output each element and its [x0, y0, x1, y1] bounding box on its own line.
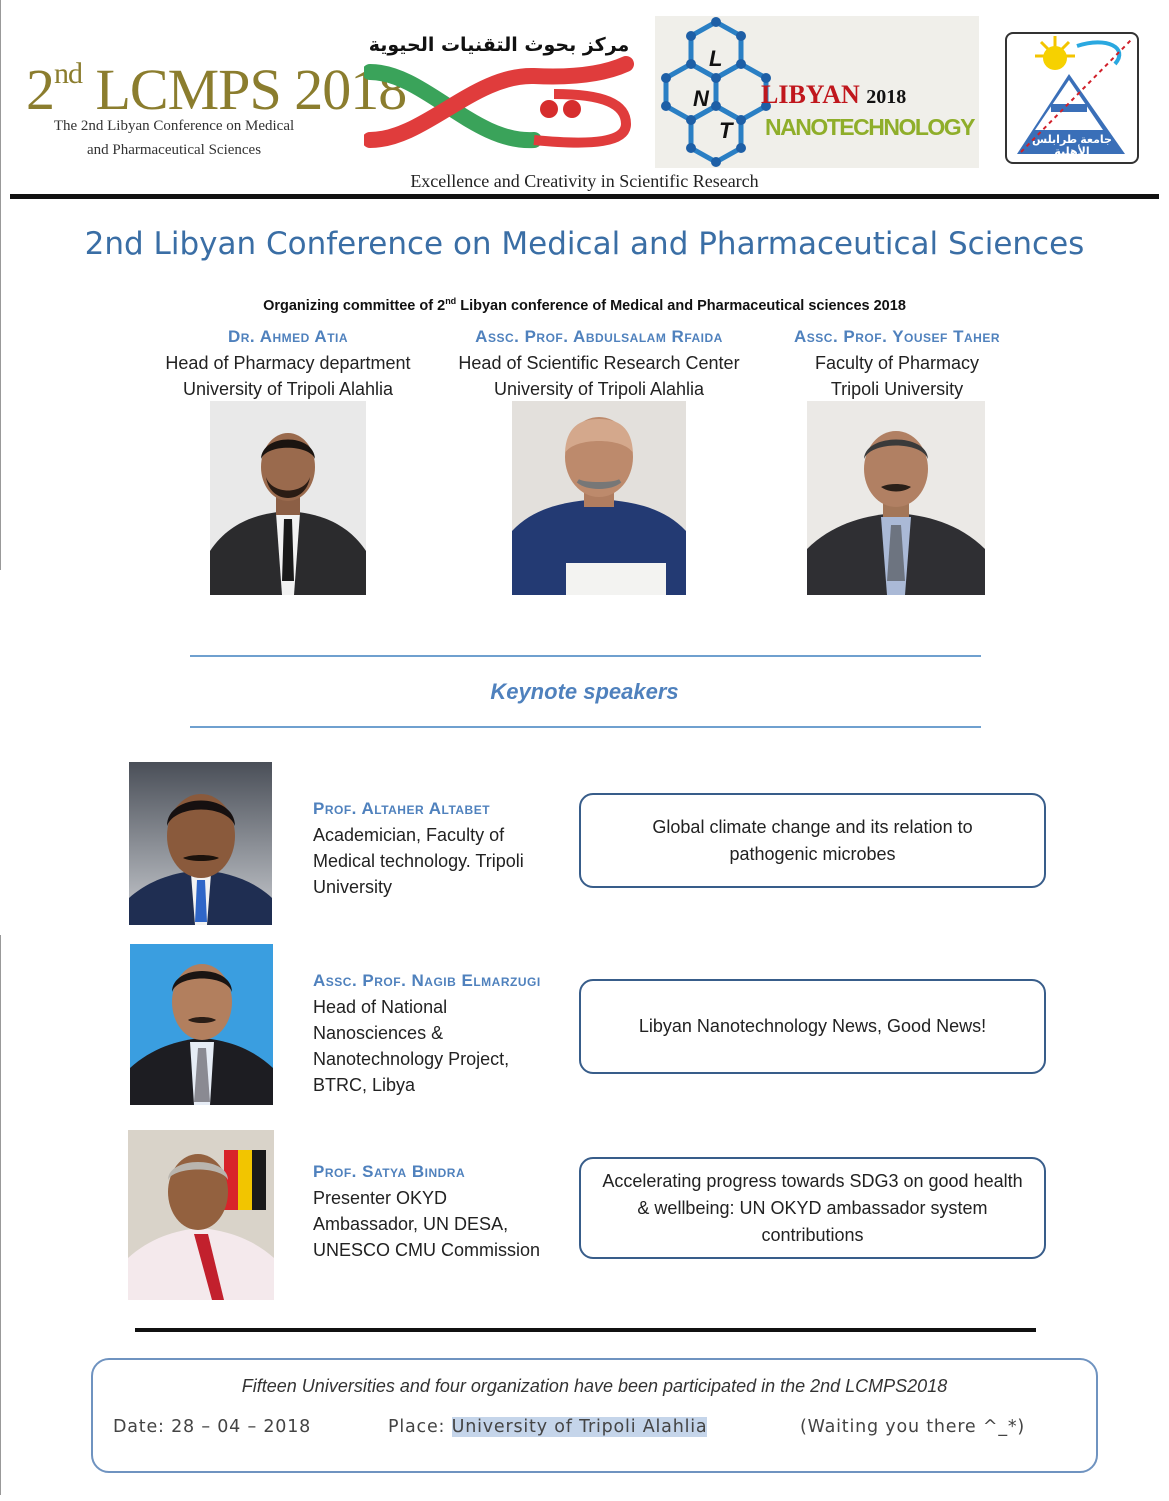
dna-helix-icon	[364, 34, 634, 150]
biotech-center-logo	[364, 34, 634, 150]
footer-info-box	[91, 1358, 1098, 1473]
lcmps-logo-title: 2nd LCMPS 2018	[26, 57, 407, 122]
talk-title-box-2	[579, 979, 1046, 1074]
libyan-nanotechnology-logo	[655, 16, 979, 168]
speaker-name: Assc. Prof. Nagib Elmarzugi	[313, 971, 541, 990]
university-logo	[1005, 32, 1139, 164]
committee-member-taher	[762, 324, 1032, 402]
biotech-logo-arabic-text: مركز بحوث التقنيات الحيوية	[368, 34, 630, 56]
speaker-name: Prof. Altaher Altabet	[313, 799, 491, 818]
speaker-affiliation-line: BTRC, Libya	[313, 1075, 416, 1095]
person-portrait-icon	[807, 401, 985, 595]
person-portrait-icon	[128, 1130, 274, 1300]
speaker-nagib-elmarzugi	[313, 968, 575, 1098]
member-role: Head of Scientific Research Center	[458, 353, 740, 373]
member-organization: Tripoli University	[830, 379, 964, 399]
talk-title-box-1	[579, 793, 1046, 888]
speaker-altaher-altabet	[313, 796, 575, 900]
speaker-name: Prof. Satya Bindra	[313, 1162, 466, 1181]
member-role: Faculty of Pharmacy	[814, 353, 980, 373]
event-date: Date: 28 – 04 – 2018	[113, 1417, 312, 1437]
university-logo-arabic: جامعة طرابلس الأهلية	[1032, 134, 1112, 158]
keynote-heading: Keynote speakers	[490, 679, 679, 704]
photo-nagib-elmarzugi	[130, 944, 273, 1105]
keynote-divider-bottom	[190, 726, 981, 728]
talk-title-box-3	[579, 1157, 1046, 1259]
member-name: Assc. Prof. Abdulsalam Rfaida	[475, 327, 723, 346]
keynote-divider-top	[190, 655, 981, 657]
organizing-committee-heading: Organizing committee of 2nd Libyan conference of Medical and Pharmaceutical sciences 2018	[263, 296, 906, 314]
nano-letter-n: N	[693, 86, 709, 111]
speaker-affiliation-line: University	[313, 877, 393, 897]
speaker-affiliation-line: Nanotechnology Project,	[313, 1049, 510, 1069]
waiting-note: (Waiting you there ^_*)	[800, 1417, 1026, 1437]
page-edge	[0, 0, 1, 570]
nano-logo-nanotechnology: NANOTECHNOLOGY	[765, 114, 974, 140]
talk-title: Accelerating progress towards SDG3 on good health & wellbeing: UN OKYD ambassador system contributions	[602, 1170, 1023, 1245]
member-role: Head of Pharmacy department	[165, 353, 411, 373]
conference-tagline: Excellence and Creativity in Scientific Research	[410, 171, 759, 191]
place-value[interactable]: University of Tripoli Alahlia	[451, 1417, 708, 1437]
speaker-satya-bindra	[313, 1159, 575, 1263]
person-portrait-icon	[210, 401, 366, 595]
hexagon-molecule-icon	[661, 16, 771, 168]
nano-logo-libyan: LIBYAN 2018	[761, 80, 907, 109]
person-portrait-icon	[129, 762, 272, 925]
nano-letter-l: L	[709, 46, 723, 71]
page-title: 2nd Libyan Conference on Medical and Pharmaceutical Sciences	[84, 226, 1085, 262]
page-edge	[0, 935, 1, 1495]
footer-divider	[135, 1328, 1036, 1332]
speaker-affiliation-line: UNESCO CMU Commission	[313, 1240, 541, 1260]
person-portrait-icon	[130, 944, 273, 1105]
photo-satya-bindra	[128, 1130, 274, 1300]
member-name: Assc. Prof. Yousef Taher	[794, 327, 1000, 346]
speaker-affiliation-line: Presenter OKYD	[313, 1188, 448, 1208]
person-portrait-icon	[512, 401, 686, 595]
photo-yousef-taher	[807, 401, 985, 595]
member-organization: University of Tripoli Alahlia	[182, 379, 394, 399]
event-place	[388, 1417, 707, 1437]
photo-abdulsalam-rfaida	[512, 401, 686, 595]
talk-title: Global climate change and its relation to pathogenic microbes	[652, 816, 973, 864]
speaker-affiliation-line: Academician, Faculty of	[313, 825, 505, 845]
member-organization: University of Tripoli Alahlia	[493, 379, 705, 399]
talk-title: Libyan Nanotechnology News, Good News!	[638, 1016, 987, 1036]
speaker-affiliation-line: Ambassador, UN DESA,	[313, 1214, 509, 1234]
nano-letter-t: T	[719, 118, 733, 143]
speaker-affiliation-line: Medical technology. Tripoli	[313, 851, 524, 871]
speaker-affiliation-line: Head of National	[313, 997, 448, 1017]
speaker-affiliation-line: Nanosciences &	[313, 1023, 444, 1043]
place-label: Place:	[388, 1417, 452, 1437]
committee-member-atia	[138, 324, 438, 402]
participation-note: Fifteen Universities and four organization have been participated in the 2nd LCMPS2018	[241, 1376, 948, 1396]
committee-member-rfaida	[440, 324, 758, 402]
lcmps-logo-subtitle: The 2nd Libyan Conference on Medical and Pharmaceutical Sciences	[53, 118, 295, 158]
photo-altaher-altabet	[129, 762, 272, 925]
member-name: Dr. Ahmed Atia	[227, 327, 349, 346]
photo-ahmed-atia	[210, 401, 366, 595]
header-divider	[10, 194, 1159, 199]
